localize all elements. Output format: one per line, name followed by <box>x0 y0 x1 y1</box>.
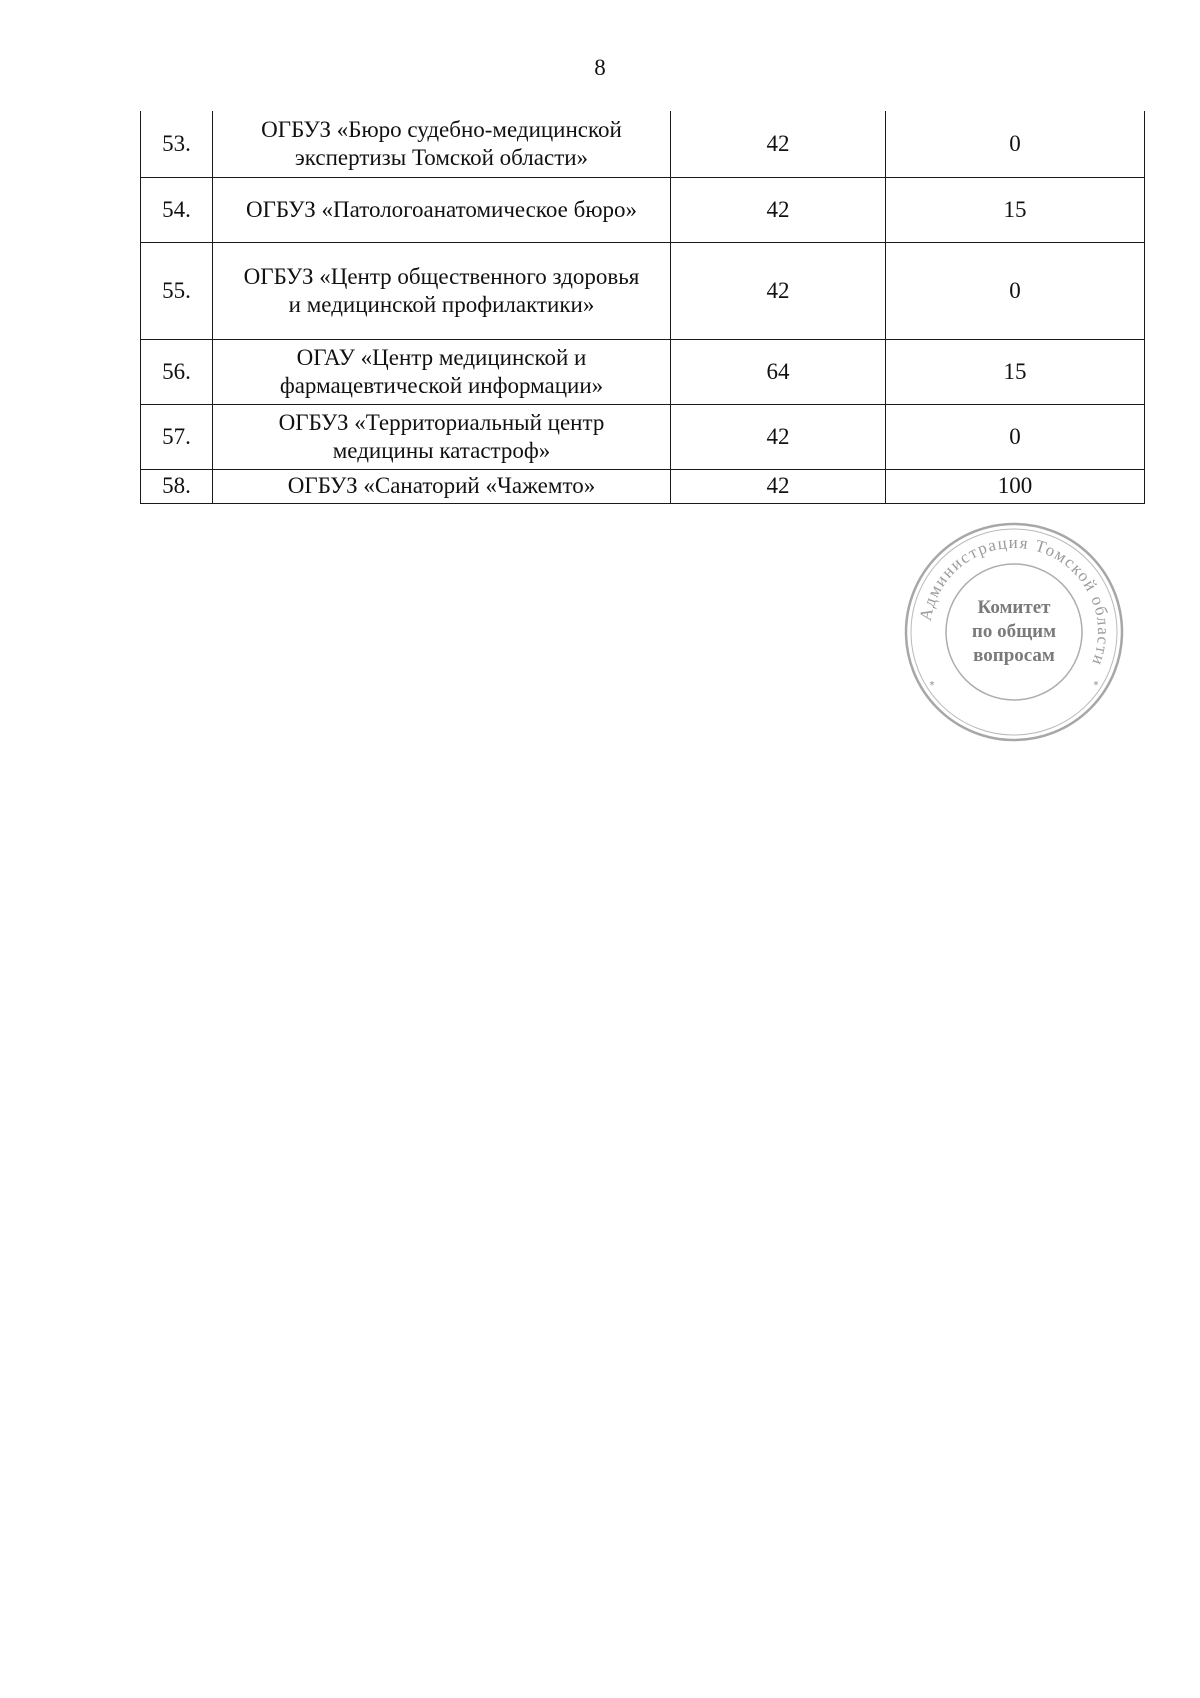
stamp-center-line-3: вопросам <box>973 645 1055 666</box>
name-line: медицины катастроф» <box>332 437 551 463</box>
stamp-center-line-1: Комитет <box>977 597 1051 618</box>
organization-name-cell <box>213 469 671 503</box>
name-line: ОГБУЗ «Центр общественного здоровья <box>243 263 640 289</box>
official-stamp <box>902 520 1126 744</box>
value1-cell: 42 <box>671 404 886 469</box>
stamp-center-line-2: по общим <box>971 621 1057 642</box>
page-number: 8 <box>594 55 606 80</box>
value1-cell: 64 <box>671 339 886 404</box>
organization-name-cell <box>213 177 671 242</box>
name-line: фармацевтической информации» <box>279 372 604 398</box>
table-row <box>141 111 1145 177</box>
row-number-cell: 54. <box>141 177 213 242</box>
organization-name-cell <box>213 111 671 177</box>
table-row <box>141 404 1145 469</box>
row-number-cell: 53. <box>141 111 213 177</box>
organizations-table <box>140 111 1145 504</box>
organization-name-cell <box>213 404 671 469</box>
table-row <box>141 177 1145 242</box>
value1-cell: 42 <box>671 177 886 242</box>
value2-cell: 0 <box>886 404 1145 469</box>
value2-cell: 15 <box>886 177 1145 242</box>
value2-cell: 15 <box>886 339 1145 404</box>
name-line: экспертизы Томской области» <box>294 144 589 170</box>
row-number-cell: 55. <box>141 242 213 339</box>
stamp-star-left: * <box>929 680 935 691</box>
row-number-cell: 57. <box>141 404 213 469</box>
row-number-cell: 56. <box>141 339 213 404</box>
name-line: ОГАУ «Центр медицинской и <box>296 344 587 370</box>
table-row <box>141 469 1145 503</box>
name-line: ОГБУЗ «Бюро судебно-медицинской <box>261 116 622 142</box>
value1-cell: 42 <box>671 242 886 339</box>
stamp-star-right: * <box>1093 680 1099 691</box>
table-row <box>141 242 1145 339</box>
organization-name-cell <box>213 242 671 339</box>
stamp-ring-text: Администрация Томской области <box>915 532 1114 669</box>
table-row <box>141 339 1145 404</box>
organization-name-cell <box>213 339 671 404</box>
value1-cell: 42 <box>671 469 886 503</box>
value2-cell: 0 <box>886 111 1145 177</box>
name-line: ОГБУЗ «Патологоанатомическое бюро» <box>245 196 638 222</box>
name-line: ОГБУЗ «Санаторий «Чажемто» <box>287 473 596 498</box>
value2-cell: 0 <box>886 242 1145 339</box>
name-line: и медицинской профилактики» <box>288 291 595 317</box>
value2-cell: 100 <box>886 469 1145 503</box>
name-line: ОГБУЗ «Территориальный центр <box>278 409 605 435</box>
row-number-cell: 58. <box>141 469 213 503</box>
value1-cell: 42 <box>671 111 886 177</box>
